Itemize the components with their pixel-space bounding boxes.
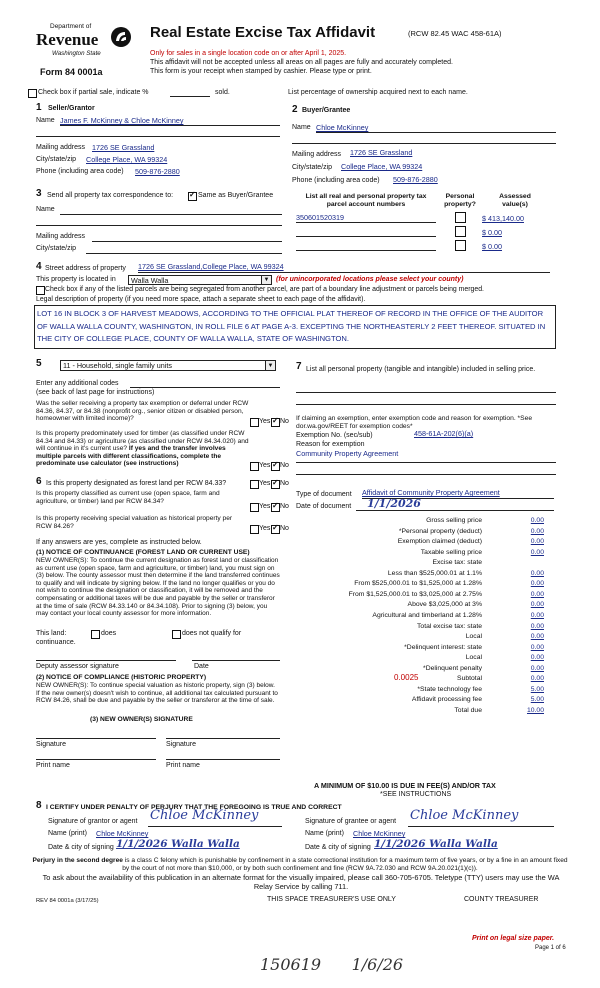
tax-row-value[interactable]: 0.00 <box>530 612 544 619</box>
tax-row-label: Total due <box>454 707 482 714</box>
tax-row-label: *Personal property (deduct) <box>398 528 482 535</box>
buyer-phone[interactable]: 509-876-2880 <box>393 175 438 184</box>
personal-property-label: List all personal property (tangible and intangible) included in selling price. <box>306 366 536 373</box>
section-2-number: 2 <box>292 104 298 115</box>
handwritten-stamp: 150619 1/6/26 <box>260 955 404 974</box>
tax-row-label: Gross selling price <box>426 517 482 524</box>
land-use-value: 11 - Household, single family units <box>63 361 172 370</box>
grantor-date-city[interactable]: 1/1/2026 Walla Walla <box>116 838 240 850</box>
q1-no-checkbox[interactable] <box>271 418 280 427</box>
seller-heading: Seller/Grantor <box>48 105 95 112</box>
forest-no-label: No <box>280 480 289 487</box>
forest-no-checkbox[interactable] <box>271 480 280 489</box>
notice-compliance-heading: (2) NOTICE OF COMPLIANCE (HISTORIC PROPERTY) <box>36 674 207 681</box>
section-6-number: 6 <box>36 476 42 487</box>
q2-yes-checkbox[interactable] <box>250 462 259 471</box>
timber-question <box>36 430 250 468</box>
perjury-bold: Perjury in the second degree <box>32 857 123 864</box>
tax-row-value[interactable]: 0.00 <box>530 580 544 587</box>
section-1-number: 1 <box>36 102 42 113</box>
tax-row-label: Taxable selling price <box>420 549 482 556</box>
segregated-label: Check box if any of the listed parcels are being segregated from another parcel, are part of a boundary line adjustment or parcels being merged. <box>45 286 484 293</box>
grantee-signature-label: Signature of grantee or agent <box>305 818 397 825</box>
tax-row-label: Exemption claimed (deduct) <box>397 538 482 545</box>
does-not-label: does not qualify for <box>182 630 242 637</box>
print-name-label-2: Print name <box>166 762 200 769</box>
tax-row-value[interactable]: 5.00 <box>530 686 544 693</box>
seller-name-label: Name <box>36 117 55 124</box>
current-use-no-checkbox[interactable] <box>271 503 280 512</box>
sec3-name-label: Name <box>36 206 55 213</box>
section-4-number: 4 <box>36 261 42 272</box>
tax-row-label: *Delinquent penalty <box>423 665 482 672</box>
county-treasurer-label: COUNTY TREASURER <box>464 896 539 903</box>
tax-row-label: Subtotal <box>457 675 482 682</box>
buyer-name-label: Name <box>292 124 311 131</box>
certify-statement: I CERTIFY UNDER PENALTY OF PERJURY THAT THE FOREGOING IS TRUE AND CORRECT <box>46 804 342 811</box>
tax-row-value[interactable]: 0.00 <box>530 633 544 640</box>
sec3-city-label: City/state/zip <box>36 245 77 252</box>
forest-yes-label: Yes <box>259 480 271 487</box>
grantor-signature-label: Signature of grantor or agent <box>48 818 138 825</box>
new-owner-signature-heading: (3) NEW OWNER(S) SIGNATURE <box>90 716 193 723</box>
tax-row-label: Above $3,025,000 at 3% <box>407 601 482 608</box>
assessed-value-2[interactable]: $ 0.00 <box>482 228 502 237</box>
section-8-number: 8 <box>36 800 42 811</box>
street-line <box>138 272 550 273</box>
alt-format-notice: To ask about the availability of this publication in an alternate format for the visually impaired, please call 360-705-6705. Teletype (TTY) users may use the WA Relay Service by calling 711. <box>42 873 560 891</box>
tax-row-value[interactable]: 0.00 <box>530 644 544 651</box>
legal-description-text: LOT 16 IN BLOCK 3 OF HARVEST MEADOWS, ACCORDING TO THE OFFICIAL PLAT THEREOF OF RECORD IN THE OFFICE OF THE AUDITOR OF WALLA WALLA COUNTY, WASHINGTON, IN ROLL FILE 6 AT PAGE A-3. EXCEPTING THE NORTHEASTERLY 2 FEET THEREOF. SITUATED IN THE CITY OF COLLEGE PLACE, COUNTY OF WALLA WALLA, STATE OF WASHINGTON. <box>37 309 546 343</box>
personal-col-header: Personal property? <box>444 193 476 208</box>
timber-question-multi: If yes and the transfer involves multiple parcels with different classifications, complete the predominate use calculator (see instructions) <box>36 445 226 468</box>
state-name: Washington State <box>52 50 101 57</box>
tax-row-label: *Delinquent interest: state <box>404 644 482 651</box>
historic-no-checkbox[interactable] <box>271 525 280 534</box>
historic-yes-label: Yes <box>259 525 271 532</box>
personal-property-checkbox-2[interactable] <box>455 226 466 237</box>
dor-logo <box>32 22 132 72</box>
forest-question: Is this property designated as forest land per RCW 84.33? <box>46 480 227 487</box>
tax-row-value[interactable]: 0.00 <box>530 538 544 545</box>
q1-no-label: No <box>280 418 289 425</box>
seller-name-line-2 <box>36 136 280 137</box>
reason-line-2 <box>296 474 556 475</box>
seller-name-line <box>60 125 280 126</box>
historic-question: Is this property receiving special valuation as historical property per RCW 84.26? <box>36 515 233 530</box>
tax-row-label: *State technology fee <box>417 686 482 693</box>
answers-note: If any answers are yes, complete as instructed below. <box>36 539 202 546</box>
county-select-value: Walla Walla <box>131 276 169 285</box>
partial-percent-field[interactable] <box>170 96 210 97</box>
dept-line: Department of <box>50 23 92 30</box>
reason-line <box>296 462 556 463</box>
tax-row-label: Excise tax: state <box>432 559 482 566</box>
grantor-signature[interactable]: Chloe McKinney <box>150 808 259 823</box>
deputy-signature-label: Deputy assessor signature <box>36 663 119 670</box>
buyer-city[interactable]: College Place, WA 99324 <box>341 162 423 171</box>
unincorporated-note: (for unincorporated locations please select your county) <box>276 276 464 283</box>
does-not-qualify-checkbox[interactable] <box>172 630 181 639</box>
tax-row-value[interactable]: 0.00 <box>530 570 544 577</box>
seller-city-label: City/state/zip <box>36 156 77 163</box>
tax-row-value[interactable]: 5.00 <box>530 696 544 703</box>
exemption-reason-label: Reason for exemption <box>296 441 365 448</box>
tax-row-value[interactable]: 0.00 <box>530 549 544 556</box>
tax-row-label: Local <box>465 633 482 640</box>
buyer-heading: Buyer/Grantee <box>302 107 351 114</box>
section-7-number: 7 <box>296 361 302 372</box>
current-use-yes-checkbox[interactable] <box>250 503 259 512</box>
tax-row-value[interactable]: 0.00 <box>530 528 544 535</box>
parcel-number-1[interactable]: 350601520319 <box>296 213 344 222</box>
grantor-date-label: Date & city of signing <box>48 844 114 851</box>
current-use-yes-label: Yes <box>259 503 271 510</box>
assessed-value-1[interactable]: $ 413,140.00 <box>482 214 524 223</box>
form-title: Real Estate Excise Tax Affidavit <box>150 24 376 41</box>
buyer-name-line <box>316 132 556 133</box>
legal-description-field[interactable] <box>34 305 556 349</box>
this-land-label: This land: <box>36 630 67 637</box>
property-street[interactable]: 1726 SE Grassland,College Place, WA 99324 <box>138 262 284 271</box>
land-use-select[interactable] <box>60 360 276 371</box>
doc-date[interactable]: 1/1/2026 <box>367 497 421 510</box>
grantee-date-city[interactable]: 1/1/2026 Walla Walla <box>374 838 498 850</box>
segregated-checkbox[interactable] <box>36 286 45 295</box>
additional-codes-field[interactable] <box>130 387 280 388</box>
tax-row-value[interactable]: 0.00 <box>530 591 544 598</box>
personal-property-checkbox-3[interactable] <box>455 240 466 251</box>
grantee-date-label: Date & city of signing <box>305 844 371 851</box>
tax-row-label: Less than $525,000.01 at 1.1% <box>387 570 482 577</box>
local-rate: 0.0025 <box>394 673 419 682</box>
sec3-name-field[interactable] <box>60 214 282 215</box>
q2-yes-label: Yes <box>259 462 271 469</box>
personal-property-checkbox-1[interactable] <box>455 212 466 223</box>
tax-row-value[interactable]: 0.00 <box>530 623 544 630</box>
historic-no-label: No <box>280 525 289 532</box>
current-use-no-label: No <box>280 503 289 510</box>
grantee-name[interactable]: Chloe McKinney <box>353 829 406 838</box>
chevron-down-icon: ▼ <box>261 276 271 284</box>
does-label: does <box>101 630 117 637</box>
tax-row-label: Local <box>465 654 482 661</box>
personal-property-field-2[interactable] <box>296 404 556 405</box>
assessed-value-3[interactable]: $ 0.00 <box>482 242 502 251</box>
timber-question-text: Is this property predominately used for timber (as classified under RCW 84.34 and 84.33) or agriculture (as classified under RCW 84.34.020) and will continue in it's current use? <box>36 430 249 453</box>
signature-label-1: Signature <box>36 741 66 748</box>
continuance-label: continuance. <box>36 639 76 646</box>
seller-phone-label: Phone (including area code) <box>36 168 124 175</box>
seller-mail[interactable]: 1726 SE Grassland <box>92 143 155 152</box>
tax-row-label: Affidavit processing fee <box>411 696 482 703</box>
street-label: Street address of property <box>45 265 126 272</box>
assessed-col-header: Assessed value(s) <box>499 193 531 208</box>
parcel-row-3-line[interactable] <box>296 250 436 251</box>
tax-row-label: Total excise tax: state <box>417 623 482 630</box>
q2-no-checkbox[interactable] <box>271 462 280 471</box>
buyer-name-line-2 <box>292 143 556 144</box>
parcel-col-header: List all real and personal property tax parcel account numbers <box>305 193 427 208</box>
see-instructions: *SEE INSTRUCTIONS <box>380 791 452 798</box>
parcel-row-2-line[interactable] <box>296 236 436 237</box>
sec3-mail-field[interactable] <box>92 241 282 242</box>
notice-date: Only for sales in a single location code on or after April 1, 2025. <box>150 50 347 57</box>
partial-sold-label: sold. <box>215 89 230 96</box>
exemption-no-label: Exemption No. (sec/sub) <box>296 432 373 439</box>
treasurer-use-label: THIS SPACE TREASURER'S USE ONLY <box>267 896 396 903</box>
partial-sale-checkbox[interactable] <box>28 89 37 98</box>
notice-compliance-body: NEW OWNER(S): To continue special valuation as historic property, sign (3) below. If the new owner(s) doesn't wish to continue, all additional tax calculated pursuant to RCW 84.26, shall be due and payable by the seller or transferor at the time of sale. <box>36 682 278 705</box>
grantee-signature-line <box>408 826 554 827</box>
exemption-question: Was the seller receiving a property tax exemption or deferral under RCW 84.36, 84.37, or 84.38 (nonprofit org., senior citizen or disabled person, homeowner with limited income)? <box>36 400 249 423</box>
doc-type-label: Type of document <box>296 491 352 498</box>
ownership-note: List percentage of ownership acquired next to each name. <box>288 89 468 96</box>
doc-date-line <box>356 510 554 511</box>
new-owner-signature-1[interactable] <box>36 738 156 739</box>
tax-row-value[interactable]: 0.00 <box>530 517 544 524</box>
seller-city[interactable]: College Place, WA 99324 <box>86 155 168 164</box>
notice-receipt: This form is your receipt when stamped by cashier. Please type or print. <box>150 68 372 75</box>
buyer-mail[interactable]: 1726 SE Grassland <box>350 148 413 157</box>
exemption-number[interactable]: 458-61A-202(6)(a) <box>414 429 474 438</box>
deputy-date-label: Date <box>194 663 209 670</box>
signature-label-2: Signature <box>166 741 196 748</box>
tax-row-value[interactable]: 0.00 <box>530 654 544 661</box>
new-owner-print-1[interactable] <box>36 759 156 760</box>
q1-yes-checkbox[interactable] <box>250 418 259 427</box>
print-name-label-1: Print name <box>36 762 70 769</box>
additional-codes-label: Enter any additional codes <box>36 380 119 387</box>
tax-row-value[interactable]: 10.00 <box>526 707 544 714</box>
grantee-name-label: Name (print) <box>305 830 344 837</box>
perjury-text: is a class C felony which is punishable by confinement in a state correctional institution for a maximum term of five years, or by a fine in an amount fixed by the court of not more than $10,000, or by both such confinement and fine (RCW 9A.72.030 and RCW 9A.20.021(1)(c)). <box>122 857 568 872</box>
dor-logo-icon <box>110 26 132 48</box>
legal-size-note: Print on legal size paper. <box>472 935 555 942</box>
legal-label: Legal description of property (if you need more space, attach a separate sheet to each page of the affidavit). <box>36 296 366 303</box>
does-qualify-checkbox[interactable] <box>91 630 100 639</box>
buyer-city-label: City/state/zip <box>292 164 333 171</box>
sec3-name-field-2[interactable] <box>36 225 282 226</box>
page-number: Page 1 of 6 <box>535 945 566 951</box>
exemption-claim-label: If claiming an exemption, enter exemption code and reason for exemption. *See dor.wa.gov/REET for exemption codes* <box>296 415 533 430</box>
forest-yes-checkbox[interactable] <box>250 480 259 489</box>
same-as-buyer-checkbox[interactable] <box>188 192 197 201</box>
tax-row-value[interactable]: 0.00 <box>530 601 544 608</box>
buyer-name[interactable]: Chloe McKinney <box>316 123 369 132</box>
same-as-buyer-label: Same as Buyer/Grantee <box>198 192 274 199</box>
perjury-notice <box>32 857 568 873</box>
minimum-due-note: A MINIMUM OF $10.00 IS DUE IN FEE(S) AND/OR TAX <box>314 781 496 790</box>
additional-codes-note: (see back of last page for instructions) <box>36 389 155 396</box>
deputy-signature-field[interactable] <box>36 660 176 661</box>
dept-name: Revenue <box>36 30 99 49</box>
tax-row-label: From $525,000.01 to $1,525,000 at 1.28% <box>354 580 482 587</box>
parcel-row-1-line <box>296 222 436 223</box>
notice-continuance-body: NEW OWNER(S): To continue the current designation as forest land or classification as current use (open space, farm and agriculture, or timber) land, you must sign on (3) below. The county assessor must then determine if the land transferred continues to qualify and will indicate by signing below. If the land no longer qualifies or you do not wish to continue the designation or classification, it will be removed and the compensating or additional taxes will be due and payable by the seller or transferor at the time of sale (RCW 84.33.140 or 84.34.108). Prior to signing (3) below, you may contact your local county assessor for more information. <box>36 557 280 618</box>
tax-row-label: Agricultural and timberland at 1.28% <box>372 612 482 619</box>
sec3-mail-label: Mailing address <box>36 233 86 240</box>
grantee-signature[interactable]: Chloe McKinney <box>410 808 519 823</box>
grantor-name-label: Name (print) <box>48 830 87 837</box>
doc-date-label: Date of document <box>296 503 352 510</box>
form-rcw: (RCW 82.45 WAC 458-61A) <box>408 29 502 38</box>
exemption-reason[interactable]: Community Property Agreement <box>296 449 399 458</box>
tax-row-label: From $1,525,000.01 to $3,025,000 at 2.75% <box>348 591 482 598</box>
buyer-mail-label: Mailing address <box>292 151 342 158</box>
personal-property-field-1[interactable] <box>296 392 556 393</box>
form-revision: REV 84 0001a (3/17/25) <box>36 898 99 904</box>
chevron-down-icon: ▼ <box>265 361 275 370</box>
grantor-signature-line <box>148 826 282 827</box>
county-select[interactable] <box>128 275 272 285</box>
grantor-name[interactable]: Chloe McKinney <box>96 829 149 838</box>
sec3-city-field[interactable] <box>86 253 282 254</box>
buyer-phone-label: Phone (including area code) <box>292 177 380 184</box>
seller-phone[interactable]: 509-876-2880 <box>135 167 180 176</box>
new-owner-print-2[interactable] <box>166 759 280 760</box>
seller-name[interactable]: James F. McKinney & Chloe McKinney <box>60 116 184 125</box>
doc-type[interactable]: Affidavit of Community Property Agreement <box>362 488 500 497</box>
tax-row-value[interactable]: 0.00 <box>530 675 544 682</box>
q2-no-label: No <box>280 462 289 469</box>
deputy-date-field[interactable] <box>192 660 280 661</box>
new-owner-signature-2[interactable] <box>166 738 280 739</box>
section-3-number: 3 <box>36 188 42 199</box>
tax-row-value[interactable]: 0.00 <box>530 665 544 672</box>
located-label: This property is located in <box>36 276 116 283</box>
q1-yes-label: Yes <box>259 418 271 425</box>
notice-complete: This affidavit will not be accepted unless all areas on all pages are fully and accurately completed. <box>150 59 453 66</box>
form-number: Form 84 0001a <box>40 67 103 77</box>
notice-continuance-heading: (1) NOTICE OF CONTINUANCE (FOREST LAND OR CURRENT USE) <box>36 549 250 556</box>
correspondence-label: Send all property tax correspondence to: <box>47 192 174 199</box>
historic-yes-checkbox[interactable] <box>250 525 259 534</box>
section-5-number: 5 <box>36 358 42 369</box>
partial-sale-label: Check box if partial sale, indicate % <box>38 89 149 96</box>
current-use-question: Is this property classified as current use (open space, farm and agriculture, or timber) land per RCW 84.34? <box>36 490 220 505</box>
seller-mail-label: Mailing address <box>36 144 86 151</box>
